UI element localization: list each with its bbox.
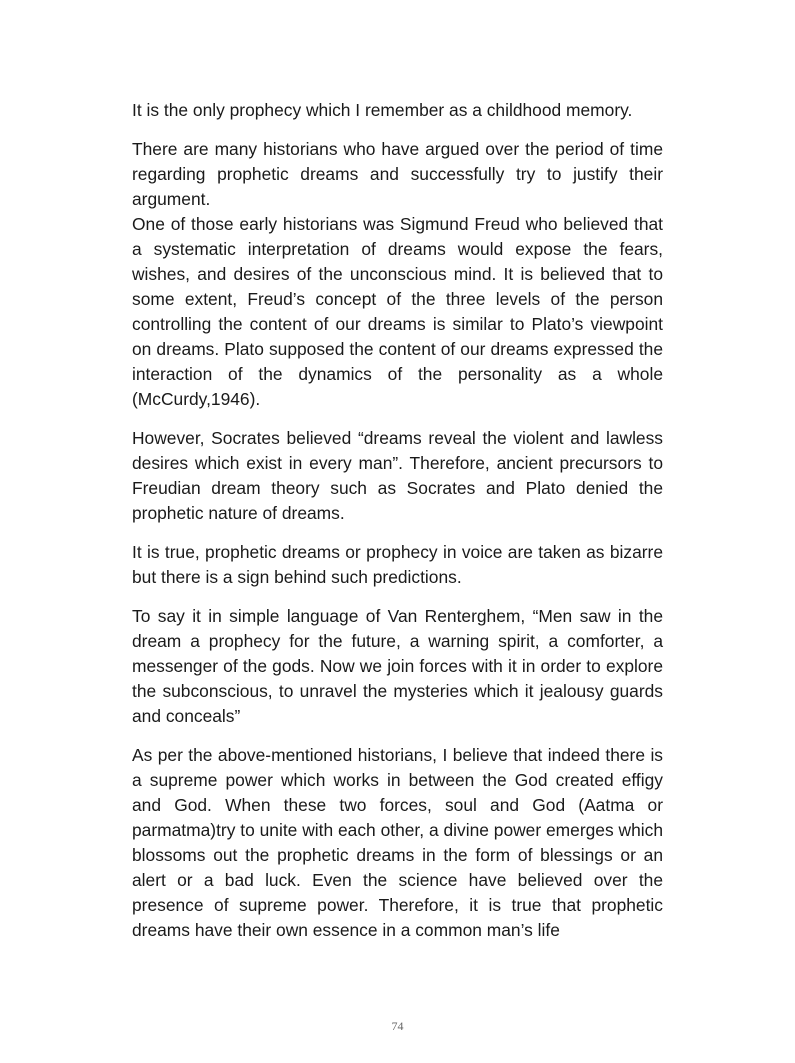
paragraph-childhood-memory: It is the only prophecy which I remember as a childhood memory. — [132, 100, 633, 120]
page-number: 74 — [391, 1019, 404, 1033]
paragraph-freud: One of those early historians was Sigmund Freud who believed that a systematic interpretation of dreams would expose the fears, wishes, and desires of the unconscious mind. It is believed that to some extent, Freud’s concept of the three levels of the person controlling the content of our dreams is similar to Plato’s viewpoint on dreams. Plato supposed the content of our dreams expressed the interaction of the dynamics of the personality as a whole (McCurdy,1946). — [132, 214, 663, 409]
paragraph-van-renterghem-quote: To say it in simple language of Van Renterghem, “Men saw in the dream a prophecy for the future, a warning spirit, a comforter, a messenger of the gods. Now we join forces with it in order to explore the subconscious, to unravel the mysteries which it jealousy guards and conceals” — [132, 606, 663, 726]
paragraph-supreme-power: As per the above-mentioned historians, I believe that indeed there is a supreme power which works in between the God created effigy and God. When these two forces, soul and God (Aatma or parmatma)try to unite with each other, a divine power emerges which blossoms out the prophetic dreams in the form of blessings or an alert or a bad luck. Even the science have believed over the presence of supreme power. Therefore, it is true that prophetic dreams have their own essence in a common man’s life — [132, 745, 663, 940]
page-body — [132, 98, 663, 957]
paragraph-historians: There are many historians who have argued over the period of time regarding prophetic dreams and successfully try to justify their argument. — [132, 139, 663, 209]
paragraph-socrates: However, Socrates believed “dreams reveal the violent and lawless desires which exist in every man”. Therefore, ancient precursors to Freudian dream theory such as Socrates and Plato denied the prophetic nature of dreams. — [132, 428, 663, 523]
paragraph-prophecy-in-voice: It is true, prophetic dreams or prophecy in voice are taken as bizarre but there is a sign behind such predictions. — [132, 542, 663, 587]
